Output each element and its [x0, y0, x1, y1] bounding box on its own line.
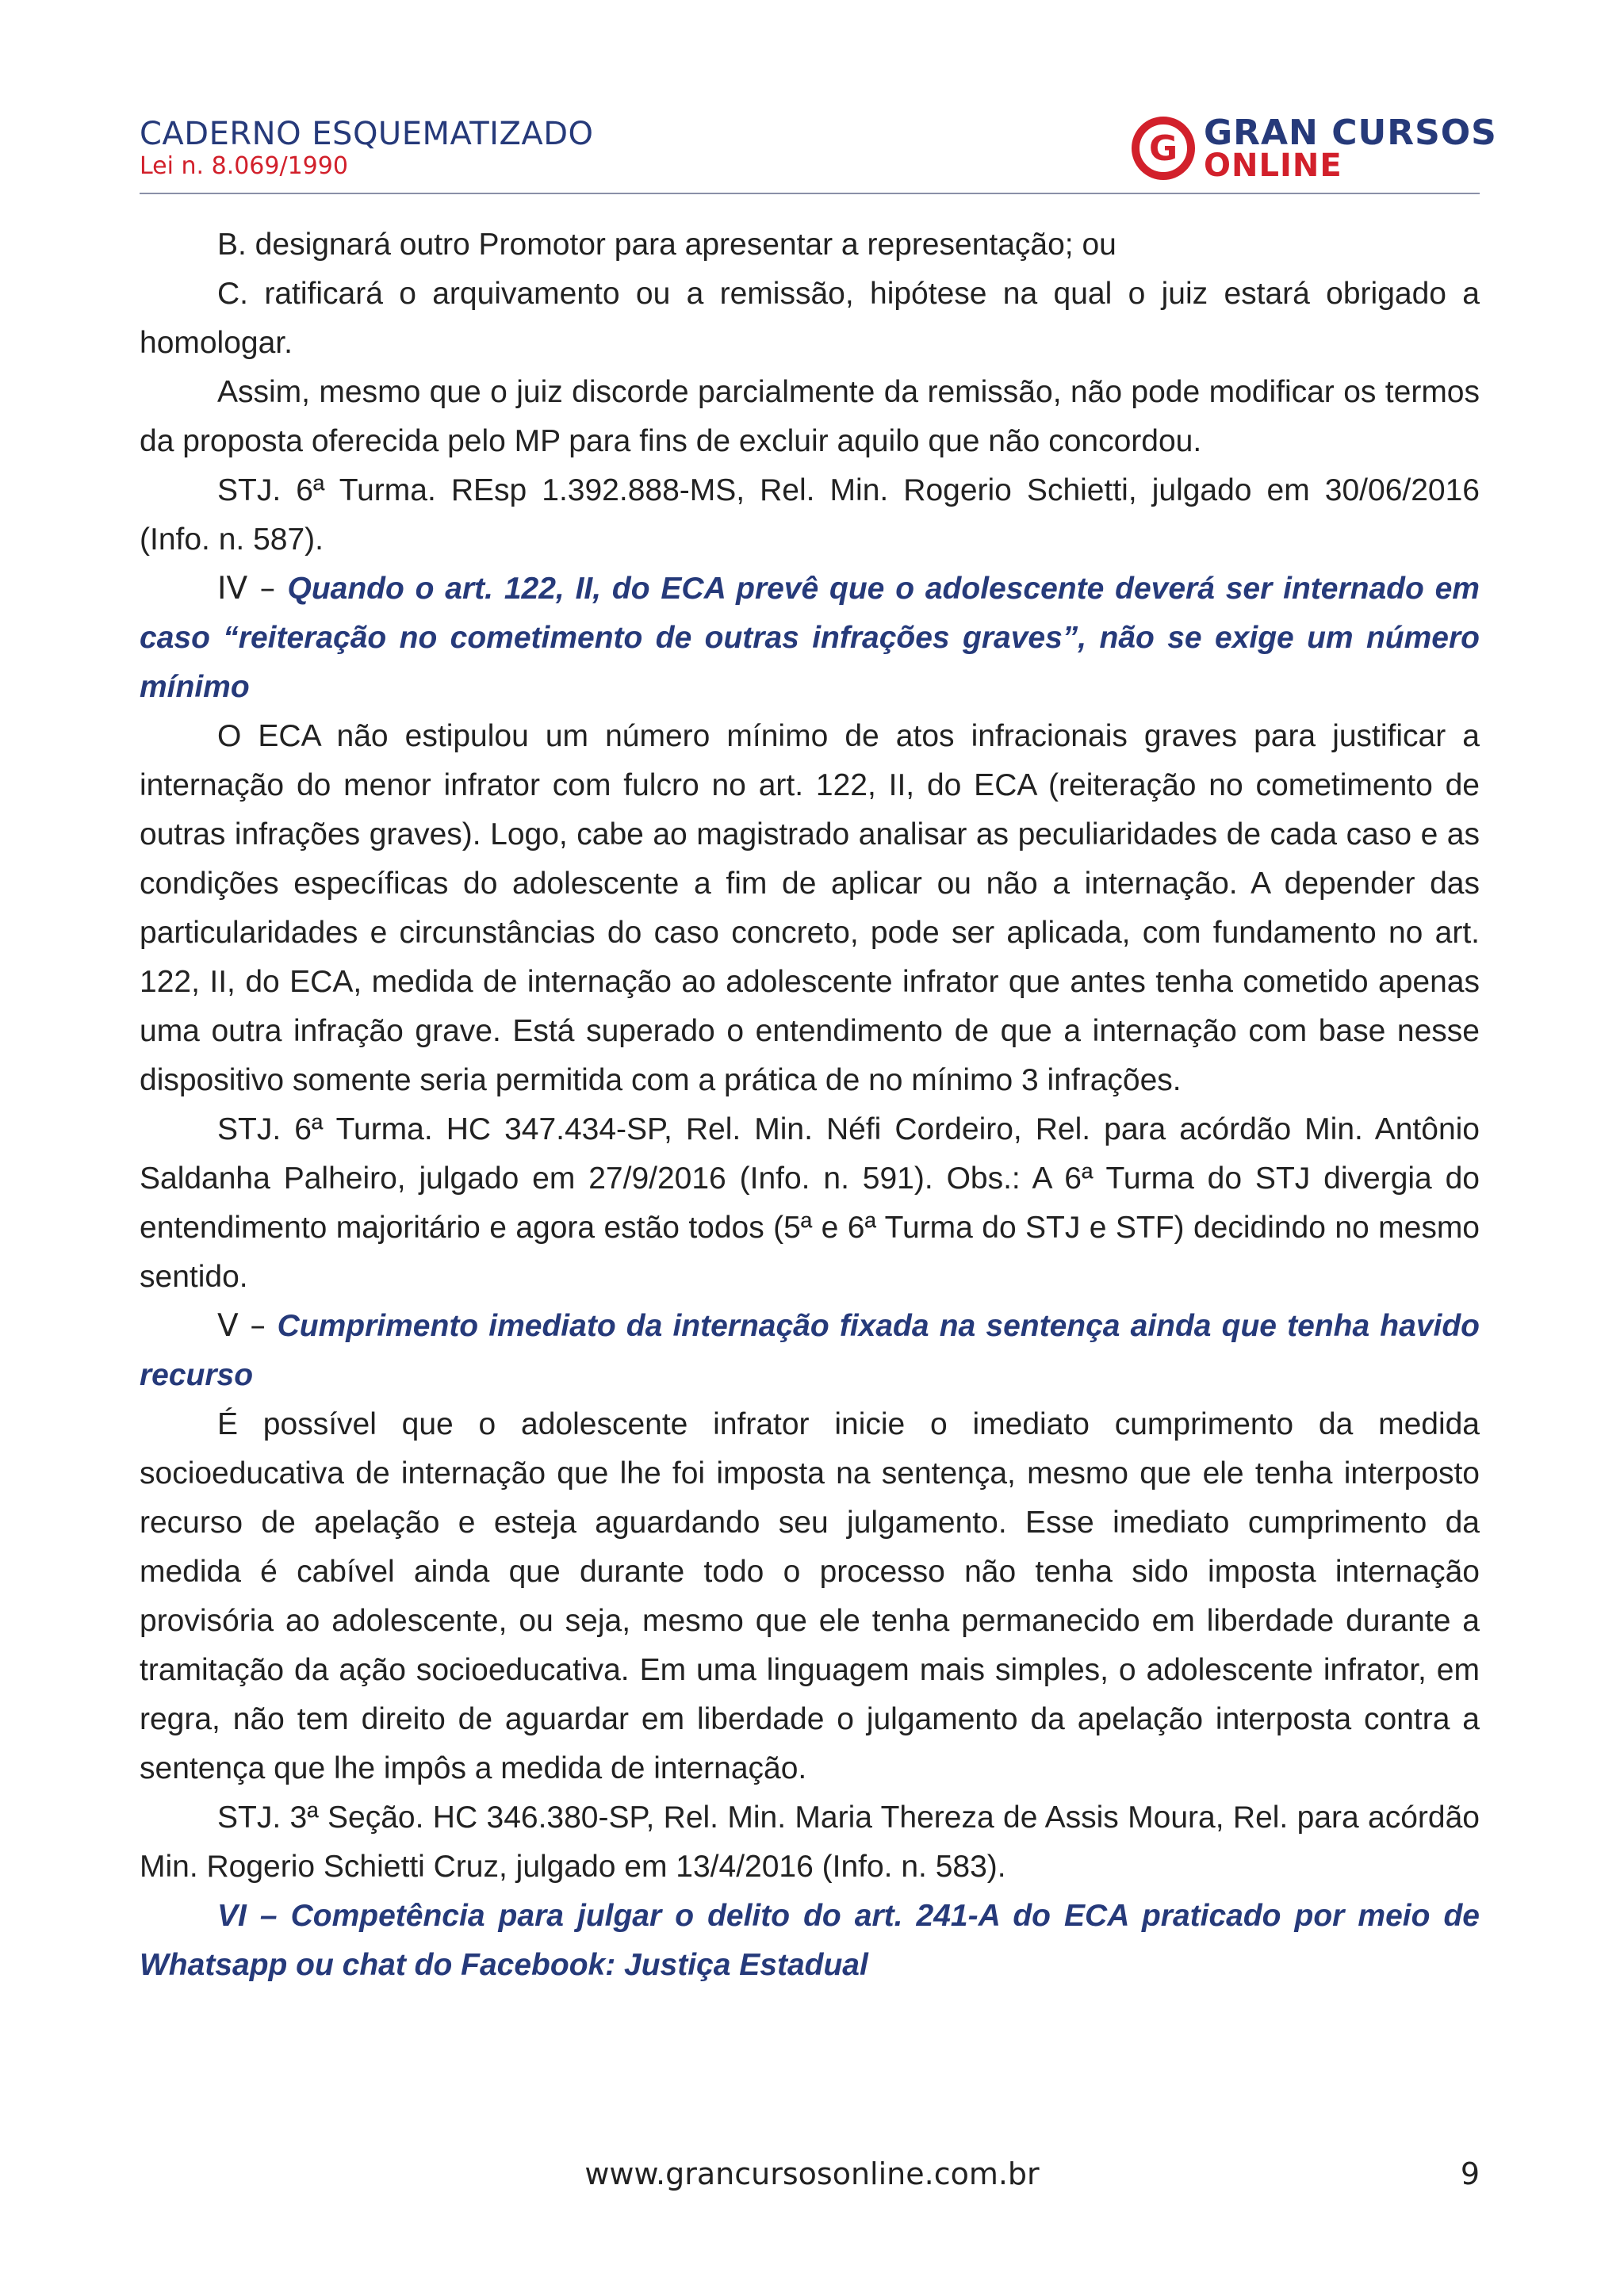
citation-resp: STJ. 6ª Turma. REsp 1.392.888-MS, Rel. Min. Rogerio Schietti, julgado em 30/06/2016 (Info. n. 587).	[140, 473, 1480, 557]
main-content	[140, 220, 1480, 1990]
logo-text-online: ONLINE	[1204, 147, 1342, 184]
logo-mark-letter: G	[1148, 128, 1178, 169]
footer-website-link[interactable]: www.grancursosonline.com.br	[584, 2156, 1040, 2191]
header-divider	[140, 193, 1480, 194]
section-number-iv: IV –	[217, 571, 288, 607]
section-heading-vi	[140, 1892, 1480, 1990]
section-heading-iv	[140, 564, 1480, 712]
document-title: CADERNO ESQUEMATIZADO	[140, 116, 594, 152]
paragraph-v-body: É possível que o adolescente infrator inicie o imediato cumprimento da medida socioeducativa de internação que lhe foi imposta na sentença, mesmo que ele tenha interposto recurso de apelação e esteja aguardando seu julgamento. Esse imediato cumprimento da medida é cabível ainda que durante todo o processo não tenha sido imposta internação provisória ao adolescente, ou seja, mesmo que ele tenha permanecido em liberdade durante a tramitação da ação socioeducativa. Em uma linguagem mais simples, o adolescente infrator, em regra, não tem direito de aguardar em liberdade o julgamento da apelação interposta contra a sentença que lhe impôs a medida de internação.	[140, 1407, 1480, 1785]
page-number: 9	[1460, 2156, 1480, 2191]
citation-hc-347434: STJ. 6ª Turma. HC 347.434-SP, Rel. Min. Néfi Cordeiro, Rel. para acórdão Min. Antônio Saldanha Palheiro, julgado em 27/9/2016 (Info. n. 591). Obs.: A 6ª Turma do STJ divergia do entendimento majoritário e agora estão todos (5ª e 6ª Turma do STJ e STF) decidindo no mesmo sentido.	[140, 1112, 1480, 1294]
paragraph-item-b: B. designará outro Promotor para apresentar a representação; ou	[217, 228, 1116, 262]
section-number-v: V –	[217, 1308, 278, 1344]
citation-hc-346380: STJ. 3ª Seção. HC 346.380-SP, Rel. Min. Maria Thereza de Assis Moura, Rel. para acórdão Min. Rogerio Schietti Cruz, julgado em 13/4/2016 (Info. n. 583).	[140, 1800, 1480, 1884]
gran-cursos-logo	[1131, 111, 1497, 184]
paragraph-conclusion: Assim, mesmo que o juiz discorde parcialmente da remissão, não pode modificar os termos da proposta oferecida pelo MP para fins de excluir aquilo que não concordou.	[140, 375, 1480, 458]
document-subtitle: Lei n. 8.069/1990	[140, 152, 348, 180]
section-title-iv: Quando o art. 122, II, do ECA prevê que o adolescente deverá ser internado em caso “reiteração no cometimento de outras infrações graves”, não se exige um número mínimo	[140, 572, 1480, 704]
paragraph-iv-body: O ECA não estipulou um número mínimo de atos infracionais graves para justificar a internação do menor infrator com fulcro no art. 122, II, do ECA (reiteração no cometimento de outras infrações graves). Logo, cabe ao magistrado analisar as peculiaridades de cada caso e as condições específicas do adolescente a fim de aplicar ou não a internação. A depender das particularidades e circunstâncias do caso concreto, pode ser aplicada, com fundamento no art. 122, II, do ECA, medida de internação ao adolescente infrator que antes tenha cometido apenas uma outra infração grave. Está superado o entendimento de que a internação com base nesse dispositivo somente seria permitida com a prática de no mínimo 3 infrações.	[140, 719, 1480, 1097]
section-title-vi: VI – Competência para julgar o delito do art. 241-A do ECA praticado por meio de Whatsapp ou chat do Facebook: Justiça Estadual	[140, 1899, 1480, 1982]
section-heading-v	[140, 1302, 1480, 1400]
logo-g-icon	[1131, 116, 1196, 181]
page-header	[140, 111, 1497, 193]
paragraph-item-c: C. ratificará o arquivamento ou a remissão, hipótese na qual o juiz estará obrigado a homologar.	[140, 277, 1480, 360]
section-title-v: Cumprimento imediato da internação fixada na sentença ainda que tenha havido recurso	[140, 1309, 1480, 1392]
logo-text-gran-cursos: GRAN CURSOS	[1204, 113, 1497, 153]
